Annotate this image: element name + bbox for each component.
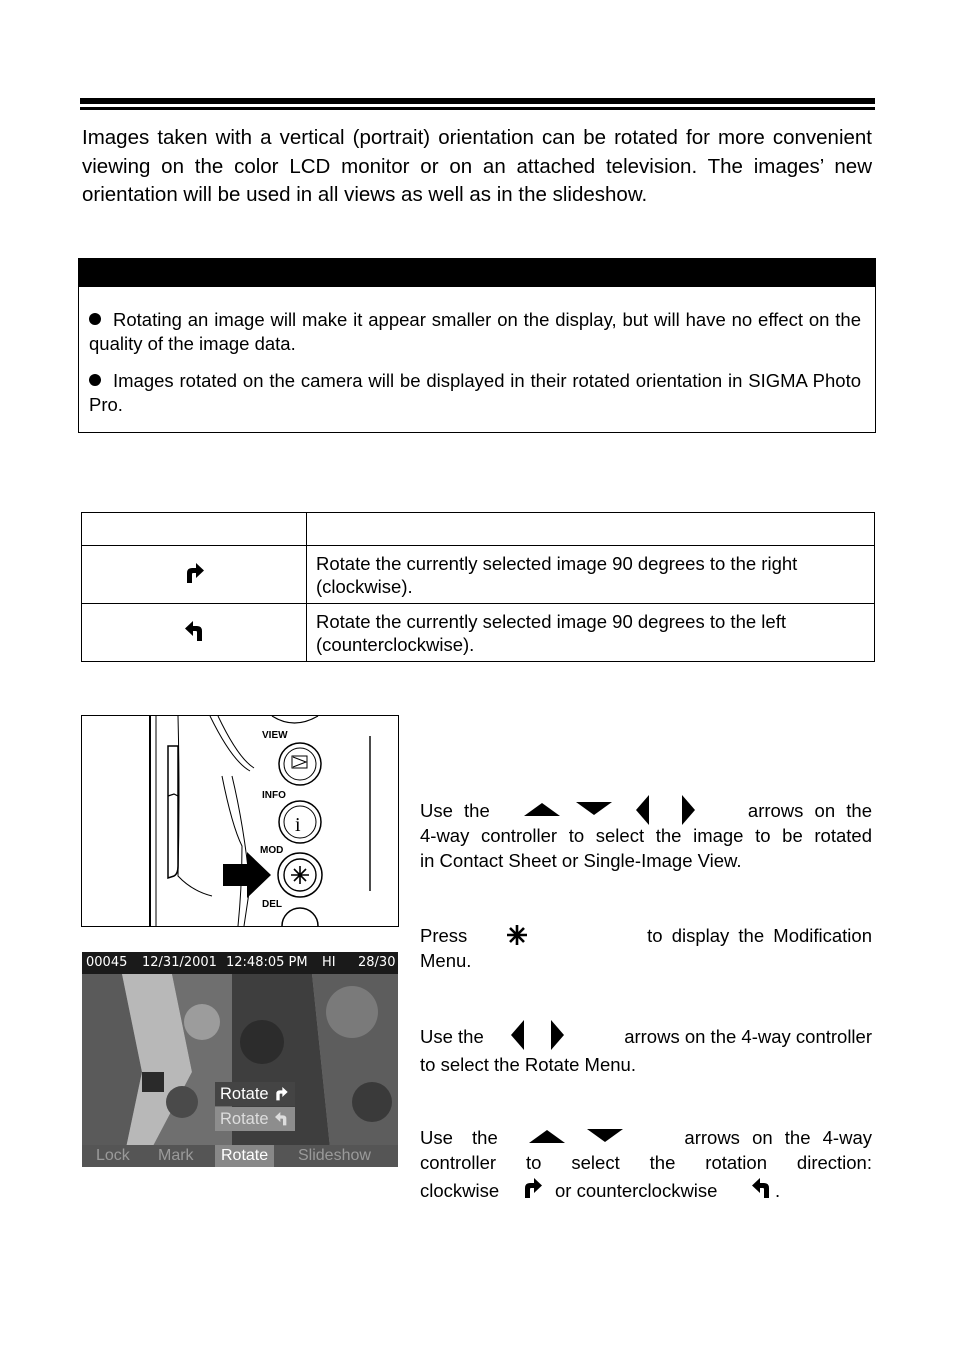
step-text: to display the Modification: [647, 925, 872, 946]
table-header-cell: [82, 513, 307, 546]
step-1: [420, 798, 872, 873]
lcd-status-bar: [82, 952, 398, 974]
step-text: arrows on the 4-way controller: [624, 1026, 872, 1047]
bullet-icon: [89, 374, 101, 386]
table-header-cell: [307, 513, 875, 546]
step-text: Use the: [420, 1026, 484, 1047]
rotate-clockwise-icon: [183, 560, 205, 584]
step-text: to select the Rotate Menu.: [420, 1054, 636, 1075]
step-text: or counterclockwise: [555, 1180, 718, 1201]
note-text: Images rotated on the camera will be displayed in their rotated orientation in SIGMA Photo Pro.: [89, 370, 861, 415]
mod-button-label: MOD: [260, 845, 284, 856]
step-text: in Contact Sheet or Single-Image View.: [420, 850, 742, 871]
menu-item-slideshow[interactable]: Slideshow: [298, 1147, 371, 1164]
step-text: Use the: [420, 800, 490, 821]
rotation-options-table: [81, 512, 875, 662]
table-icon-cell: [82, 604, 307, 662]
view-button-label: VIEW: [262, 730, 288, 741]
step-text: arrows on the 4-way: [684, 1127, 872, 1148]
rotate-counterclockwise-icon: [273, 1110, 289, 1126]
step-3: [420, 1024, 872, 1077]
quality-setting: HI: [322, 955, 336, 970]
right-arrow-icon: [682, 795, 696, 825]
camera-controls-illustration: [81, 715, 399, 927]
option-label: Rotate: [220, 1110, 269, 1128]
left-arrow-icon: [510, 1020, 524, 1050]
up-arrow-icon: [524, 802, 560, 816]
file-number: 00045: [86, 955, 128, 970]
step-4: [420, 1125, 872, 1203]
right-arrow-icon: [551, 1020, 565, 1050]
capture-time: 12:48:05 PM: [226, 955, 308, 970]
rotate-clockwise-option[interactable]: [215, 1082, 295, 1106]
camera-back-drawing: [82, 716, 398, 926]
header-rule-thin: [80, 107, 875, 110]
left-arrow-icon: [635, 795, 649, 825]
bullet-icon: [89, 313, 101, 325]
del-button-label: DEL: [262, 899, 282, 910]
rotate-clockwise-icon: [521, 1175, 543, 1199]
rotate-counterclockwise-icon: [182, 618, 206, 642]
info-button-label: INFO: [262, 790, 286, 801]
step-text: clockwise: [420, 1180, 500, 1201]
table-row: [82, 546, 875, 604]
table-text-cell: Rotate the currently selected image 90 degrees to the right (clockwise).: [307, 546, 875, 604]
modification-menu-bar: [82, 1145, 398, 1167]
rotate-counterclockwise-icon: [749, 1175, 773, 1199]
note-text: Rotating an image will make it appear smaller on the display, but will have no effect on the quality of the image data.: [89, 309, 861, 354]
asterisk-button-icon: [506, 924, 528, 946]
notes-header-bar: [78, 258, 876, 287]
step-text: Press: [420, 925, 468, 946]
capture-date: 12/31/2001: [142, 955, 217, 970]
menu-item-lock[interactable]: Lock: [96, 1147, 130, 1164]
option-label: Rotate: [220, 1085, 269, 1103]
image-counter: 28/30: [358, 955, 396, 970]
table-text-cell: Rotate the currently selected image 90 degrees to the left (counterclockwise).: [307, 604, 875, 662]
intro-paragraph: Images taken with a vertical (portrait) orientation can be rotated for more convenient viewing on the color LCD monitor or on an attached television. The images’ new orientation will be used in all views as well as in the slideshow.: [82, 126, 872, 206]
step-text: .: [775, 1180, 781, 1201]
step-text: controller to select the rotation direction:: [420, 1152, 872, 1173]
step-text: arrows on the: [747, 800, 872, 821]
rotate-counterclockwise-option[interactable]: [215, 1107, 295, 1131]
rotate-clockwise-icon: [273, 1085, 289, 1101]
down-arrow-icon: [576, 802, 612, 816]
menu-item-rotate[interactable]: Rotate: [215, 1145, 274, 1167]
lcd-rotate-menu-screenshot: [82, 952, 398, 1167]
menu-item-mark[interactable]: Mark: [158, 1147, 194, 1164]
table-icon-cell: [82, 546, 307, 604]
note-item: [89, 369, 861, 417]
down-arrow-icon: [587, 1129, 623, 1143]
header-rule-thick: [80, 98, 875, 104]
svg-text:i: i: [295, 814, 301, 836]
table-header-row: [82, 513, 875, 546]
notes-box: [78, 258, 876, 433]
step-text: 4-way controller to select the image to be rotated: [420, 825, 872, 846]
note-item: [89, 308, 861, 356]
step-2: [420, 923, 872, 973]
step-text: Menu.: [420, 950, 472, 971]
table-row: [82, 604, 875, 662]
photo-landscape: [82, 952, 398, 1167]
step-text: Use the: [420, 1127, 498, 1148]
up-arrow-icon: [529, 1129, 565, 1143]
